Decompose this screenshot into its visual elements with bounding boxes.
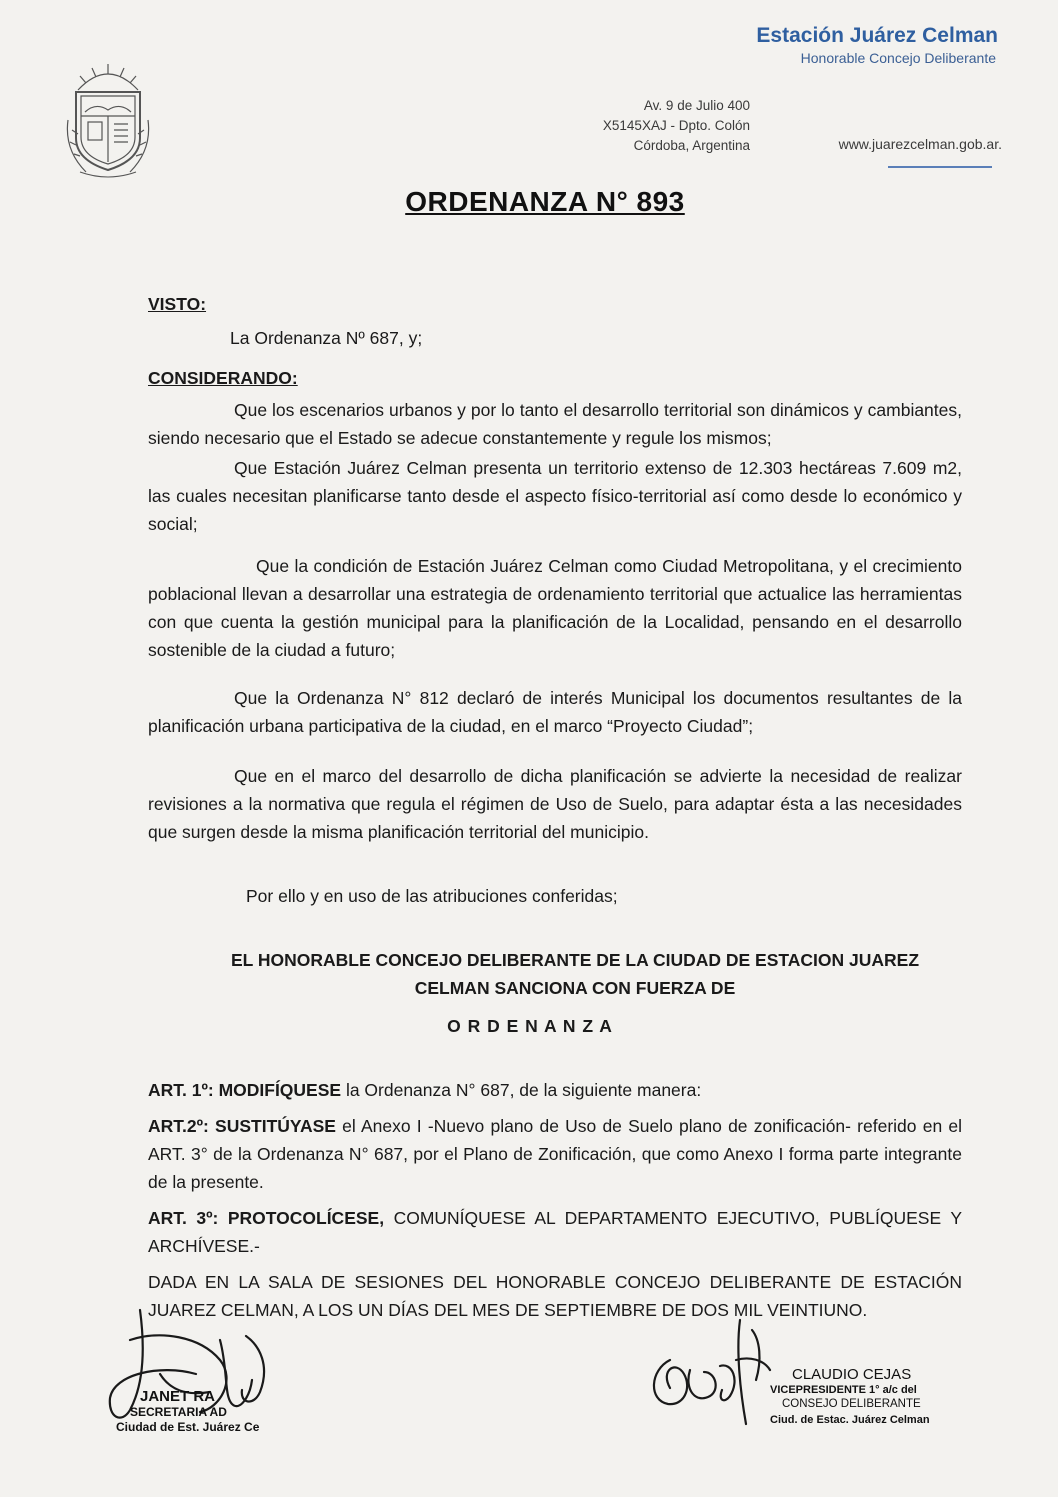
right-signature-scribble xyxy=(640,1300,790,1430)
right-stamp-line-1: CLAUDIO CEJAS xyxy=(792,1366,912,1383)
municipal-crest-icon xyxy=(58,60,158,180)
document-title: ORDENANZA N° 893 xyxy=(405,186,685,217)
left-stamp-line-2: SECRETARIA AD xyxy=(130,1405,227,1419)
por-ello-text: Por ello y en uso de las atribuciones conferidas; xyxy=(246,886,618,906)
right-stamp-line-3: CONSEJO DELIBERANTE xyxy=(782,1398,921,1410)
article-1-label: ART. 1º: MODIFÍQUESE xyxy=(148,1080,342,1100)
article-2-label: ART.2º: SUSTITÚYASE xyxy=(148,1116,336,1136)
article-1-text: la Ordenanza N° 687, de la siguiente manera: xyxy=(341,1080,702,1100)
address-line-2: X5145XAJ - Dpto. Colón xyxy=(602,118,750,133)
article-2-text: el Anexo I -Nuevo plano de Uso de Suelo plano de zonificación- referido en el ART. 3° de la Ordenanza N° 687, por el Plano de Zonificación, que como Anexo I forma parte integrante de la presente. xyxy=(148,1116,962,1192)
considerando-paragraph-3: Que la condición de Estación Juárez Celman como Ciudad Metropolitana, y el crecimiento poblacional llevan a desarrollar una estrategia de ordenamiento territorial que actualice las herramientas con que cuenta la gestión municipal para la planificación de la Localidad, pensando en el desarrollo sostenible de la ciudad a futuro; xyxy=(148,556,962,660)
website-underline xyxy=(888,166,992,168)
considerando-paragraph-5: Que en el marco del desarrollo de dicha planificación se advierte la necesidad de realizar revisiones a la normativa que regula el régimen de Uso de Suelo, para adaptar ésta a las necesidades que surgen desde la misma planificación territorial del municipio. xyxy=(148,766,962,842)
visto-text: La Ordenanza Nº 687, y; xyxy=(230,328,423,348)
right-stamp-line-2: VICEPRESIDENTE 1° a/c del xyxy=(770,1384,917,1396)
left-stamp-line-3: Ciudad de Est. Juárez Ce xyxy=(116,1420,260,1434)
address-line-1: Av. 9 de Julio 400 xyxy=(643,98,750,113)
considerando-heading: CONSIDERANDO: xyxy=(148,368,298,388)
dada-paragraph: DADA EN LA SALA DE SESIONES DEL HONORABLE CONCEJO DELIBERANTE DE ESTACIÓN JUAREZ CELMAN, A LOS UN DÍAS DEL MES DE SEPTIEMBRE DE DOS MIL VEINTIUNO. xyxy=(148,1272,962,1320)
article-3-text: COMUNÍQUESE AL DEPARTAMENTO EJECUTIVO, PUBLÍQUESE Y ARCHÍVESE.- xyxy=(148,1208,962,1256)
left-stamp-line-1: JANET RA xyxy=(140,1388,216,1405)
article-3-label: ART. 3º: PROTOCOLÍCESE, xyxy=(148,1208,385,1228)
address-line-3: Córdoba, Argentina xyxy=(633,138,750,153)
right-stamp-line-4: Ciud. de Estac. Juárez Celman xyxy=(770,1414,930,1426)
org-name: Estación Juárez Celman xyxy=(756,24,998,47)
considerando-paragraph-2: Que Estación Juárez Celman presenta un territorio extenso de 12.303 hectáreas 7.609 m2, las cuales necesitan planificarse tanto desde el aspecto físico-territorial así como desde lo económico y social; xyxy=(148,458,962,534)
website-link[interactable]: www.juarezcelman.gob.ar. xyxy=(838,136,1002,152)
considerando-paragraph-1: Que los escenarios urbanos y por lo tanto el desarrollo territorial son dinámicos y cambiantes, siendo necesario que el Estado se adecue constantemente y regule los mismos; xyxy=(148,400,962,448)
ordenanza-word: O R D E N A N Z A xyxy=(447,1016,613,1036)
article-1 xyxy=(148,1076,962,1104)
article-3 xyxy=(148,1204,962,1260)
visto-heading: VISTO: xyxy=(148,294,207,314)
considerando-paragraph-4: Que la Ordenanza N° 812 declaró de interés Municipal los documentos resultantes de la planificación urbana participativa de la ciudad, en el marco “Proyecto Ciudad”; xyxy=(148,688,962,736)
article-2 xyxy=(148,1112,962,1196)
sanciona-text: EL HONORABLE CONCEJO DELIBERANTE DE LA CIUDAD DE ESTACION JUAREZ CELMAN SANCIONA CON FUERZA DE xyxy=(230,950,920,998)
org-subtitle: Honorable Concejo Deliberante xyxy=(800,50,996,66)
